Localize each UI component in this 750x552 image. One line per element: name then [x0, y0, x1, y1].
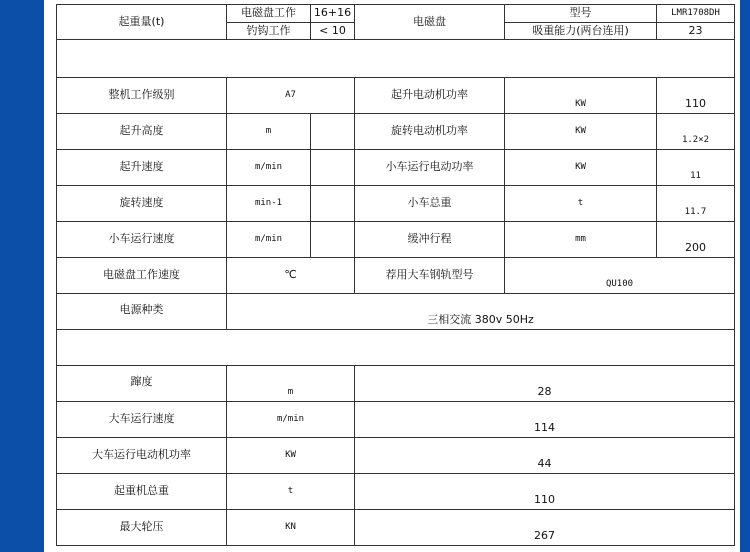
spacer-row: [56, 329, 735, 366]
crane-label: 最大轮压: [56, 509, 227, 546]
spec-value-right: 11: [656, 149, 735, 186]
crane-value: 44: [354, 437, 735, 474]
rail-label: 荐用大车钢轨型号: [354, 257, 505, 294]
spec-value-right: 1.2×2: [656, 113, 735, 150]
spec-unit-right: KW: [504, 113, 657, 150]
spec-value-right: 11.7: [656, 185, 735, 222]
crane-label: 蹿度: [56, 365, 227, 402]
crane-unit: t: [226, 473, 355, 510]
model-value: LMR1708DH: [656, 4, 735, 23]
spec-sheet: [44, 0, 740, 552]
spec-unit-right: KW: [504, 77, 657, 114]
rail-value: QU100: [504, 257, 735, 294]
lift-capacity-value: 23: [656, 22, 735, 40]
spec-label-right: 缓冲行程: [354, 221, 505, 258]
spec-label-right: 小车总重: [354, 185, 505, 222]
spec-value-right: 200: [656, 221, 735, 258]
spec-value: [310, 149, 355, 186]
spec-label: 起升速度: [56, 149, 227, 186]
power-value: 三相交流 380v 50Hz: [226, 293, 735, 330]
spec-label-right: 起升电动机功率: [354, 77, 505, 114]
spec-value: [310, 185, 355, 222]
spec-value: [310, 221, 355, 258]
spacer-row: [56, 39, 735, 78]
spec-value-right: 110: [656, 77, 735, 114]
crane-unit: m/min: [226, 401, 355, 438]
power-label: 电源种类: [56, 293, 227, 330]
crane-unit: KW: [226, 437, 355, 474]
crane-label: 大车运行速度: [56, 401, 227, 438]
spec-label: 小车运行速度: [56, 221, 227, 258]
crane-value: 114: [354, 401, 735, 438]
spec-unit-right: t: [504, 185, 657, 222]
magnet-label: 电磁盘: [354, 4, 505, 40]
spec-label: 起升高度: [56, 113, 227, 150]
lift-capacity-label: 吸重能力(两台连用): [504, 22, 657, 40]
magnet-temp-unit: ℃: [226, 257, 355, 294]
crane-value: 267: [354, 509, 735, 546]
capacity-label: 起重量(t): [56, 4, 227, 40]
spec-unit-right: mm: [504, 221, 657, 258]
crane-value: 28: [354, 365, 735, 402]
spec-label-right: 小车运行电动功率: [354, 149, 505, 186]
hook-work-label: 钓钩工作: [226, 22, 311, 40]
magnet-temp-label: 电磁盘工作速度: [56, 257, 227, 294]
magnet-work-value: 16+16: [310, 4, 355, 23]
model-label: 型号: [504, 4, 657, 23]
hook-work-value: < 10: [310, 22, 355, 40]
crane-label: 起重机总重: [56, 473, 227, 510]
crane-unit: KN: [226, 509, 355, 546]
spec-unit: A7: [226, 77, 355, 114]
crane-value: 110: [354, 473, 735, 510]
spec-label: 旋转速度: [56, 185, 227, 222]
crane-unit: m: [226, 365, 355, 402]
crane-label: 大车运行电动机功率: [56, 437, 227, 474]
spec-value: [310, 113, 355, 150]
magnet-work-label: 电磁盘工作: [226, 4, 311, 23]
spec-unit: m: [226, 113, 311, 150]
spec-unit: m/min: [226, 149, 311, 186]
spec-label: 整机工作级别: [56, 77, 227, 114]
spec-label-right: 旋转电动机功率: [354, 113, 505, 150]
spec-unit: m/min: [226, 221, 311, 258]
spec-unit-right: KW: [504, 149, 657, 186]
spec-unit: min-1: [226, 185, 311, 222]
